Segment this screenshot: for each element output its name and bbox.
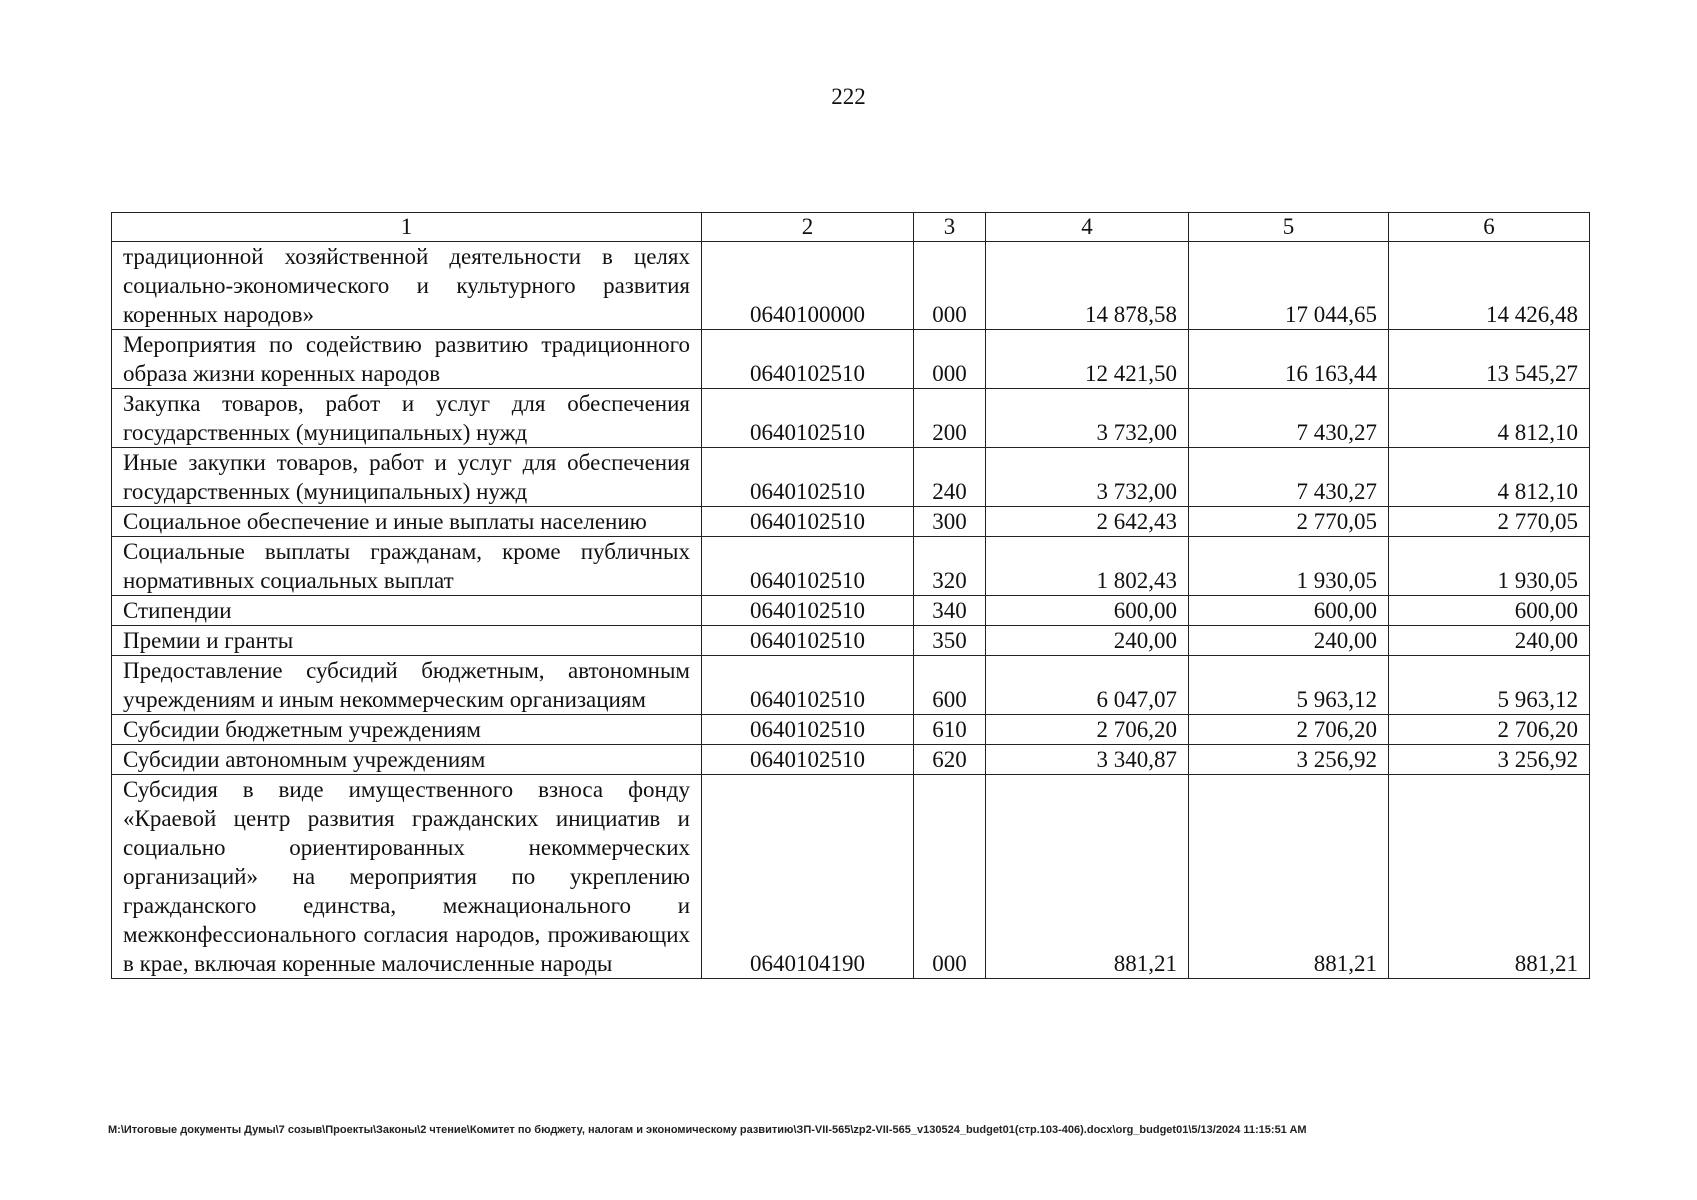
row-value-1: 600,00 [986, 596, 1189, 626]
row-type: 000 [914, 775, 986, 979]
row-code: 0640102510 [702, 330, 914, 389]
table-row [112, 389, 1590, 448]
row-type: 610 [914, 715, 986, 745]
row-name: традиционной хозяйственной деятельности в целях социально-экономического и культурного развития коренных народов» [112, 242, 702, 330]
row-value-2: 2 706,20 [1189, 715, 1389, 745]
row-code: 0640100000 [702, 242, 914, 330]
row-type: 000 [914, 242, 986, 330]
row-value-3: 14 426,48 [1389, 242, 1590, 330]
row-value-1: 3 732,00 [986, 389, 1189, 448]
row-value-2: 2 770,05 [1189, 507, 1389, 537]
row-type: 000 [914, 330, 986, 389]
table-row [112, 448, 1590, 507]
table-row [112, 242, 1590, 330]
row-name: Субсидия в виде имущественного взноса фонду «Краевой центр развития гражданских инициатив и социально ориентированных некоммерческих организаций» на мероприятия по укреплению гражданского единства, межнационального и межконфессионального согласия народов, проживающих в крае, включая коренные малочисленные народы [112, 775, 702, 979]
row-value-2: 600,00 [1189, 596, 1389, 626]
row-value-3: 3 256,92 [1389, 745, 1590, 775]
row-code: 0640102510 [702, 626, 914, 656]
row-code: 0640102510 [702, 448, 914, 507]
row-value-2: 240,00 [1189, 626, 1389, 656]
row-value-1: 14 878,58 [986, 242, 1189, 330]
row-code: 0640102510 [702, 507, 914, 537]
column-header: 4 [986, 213, 1189, 242]
row-value-3: 2 706,20 [1389, 715, 1590, 745]
row-name: Иные закупки товаров, работ и услуг для обеспечения государственных (муниципальных) нужд [112, 448, 702, 507]
row-value-3: 1 930,05 [1389, 537, 1590, 596]
row-code: 0640102510 [702, 537, 914, 596]
row-value-1: 1 802,43 [986, 537, 1189, 596]
page-number: 222 [831, 84, 866, 109]
row-value-1: 12 421,50 [986, 330, 1189, 389]
row-value-1: 3 732,00 [986, 448, 1189, 507]
table-row [112, 626, 1590, 656]
row-name: Субсидии бюджетным учреждениям [112, 715, 702, 745]
table-row [112, 715, 1590, 745]
row-code: 0640102510 [702, 656, 914, 715]
table-header-row [112, 213, 1590, 242]
table-row [112, 507, 1590, 537]
row-type: 240 [914, 448, 986, 507]
row-value-3: 2 770,05 [1389, 507, 1590, 537]
row-type: 300 [914, 507, 986, 537]
row-value-1: 2 706,20 [986, 715, 1189, 745]
row-name: Субсидии автономным учреждениям [112, 745, 702, 775]
row-type: 320 [914, 537, 986, 596]
table-row [112, 656, 1590, 715]
row-type: 620 [914, 745, 986, 775]
table-row [112, 775, 1590, 979]
row-name: Предоставление субсидий бюджетным, автономным учреждениям и иным некоммерческим организациям [112, 656, 702, 715]
row-value-3: 600,00 [1389, 596, 1590, 626]
row-name: Закупка товаров, работ и услуг для обеспечения государственных (муниципальных) нужд [112, 389, 702, 448]
row-value-1: 881,21 [986, 775, 1189, 979]
column-header: 6 [1389, 213, 1590, 242]
table-row [112, 537, 1590, 596]
row-name: Мероприятия по содействию развитию традиционного образа жизни коренных народов [112, 330, 702, 389]
row-type: 600 [914, 656, 986, 715]
table-row [112, 745, 1590, 775]
row-value-2: 17 044,65 [1189, 242, 1389, 330]
column-header: 3 [914, 213, 986, 242]
row-name: Социальные выплаты гражданам, кроме публичных нормативных социальных выплат [112, 537, 702, 596]
row-value-2: 16 163,44 [1189, 330, 1389, 389]
row-type: 350 [914, 626, 986, 656]
row-value-2: 3 256,92 [1189, 745, 1389, 775]
row-name: Социальное обеспечение и иные выплаты населению [112, 507, 702, 537]
row-value-2: 7 430,27 [1189, 389, 1389, 448]
row-value-2: 1 930,05 [1189, 537, 1389, 596]
column-header: 1 [112, 213, 702, 242]
row-value-3: 5 963,12 [1389, 656, 1590, 715]
document-file-path: M:\Итоговые документы Думы\7 созыв\Проекты\Законы\2 чтение\Комитет по бюджету, налогам и экономическому развитию\ЗП-VII-565\zp2-VII-565_v130524_budget01(стр.103-406).docx\org_budget01\5/13/2024 11:15:51 AM [108, 1124, 1307, 1136]
row-code: 0640102510 [702, 389, 914, 448]
table-row [112, 596, 1590, 626]
row-name: Стипендии [112, 596, 702, 626]
row-value-2: 7 430,27 [1189, 448, 1389, 507]
row-code: 0640102510 [702, 715, 914, 745]
row-value-2: 5 963,12 [1189, 656, 1389, 715]
row-value-1: 6 047,07 [986, 656, 1189, 715]
row-value-3: 240,00 [1389, 626, 1590, 656]
row-name: Премии и гранты [112, 626, 702, 656]
row-code: 0640102510 [702, 596, 914, 626]
column-header: 5 [1189, 213, 1389, 242]
row-value-3: 881,21 [1389, 775, 1590, 979]
row-value-3: 13 545,27 [1389, 330, 1590, 389]
row-value-2: 881,21 [1189, 775, 1389, 979]
row-code: 0640104190 [702, 775, 914, 979]
row-type: 340 [914, 596, 986, 626]
row-value-1: 3 340,87 [986, 745, 1189, 775]
row-value-1: 2 642,43 [986, 507, 1189, 537]
row-value-1: 240,00 [986, 626, 1189, 656]
budget-table [111, 212, 1590, 979]
row-value-3: 4 812,10 [1389, 448, 1590, 507]
column-header: 2 [702, 213, 914, 242]
row-value-3: 4 812,10 [1389, 389, 1590, 448]
row-code: 0640102510 [702, 745, 914, 775]
table-row [112, 330, 1590, 389]
row-type: 200 [914, 389, 986, 448]
